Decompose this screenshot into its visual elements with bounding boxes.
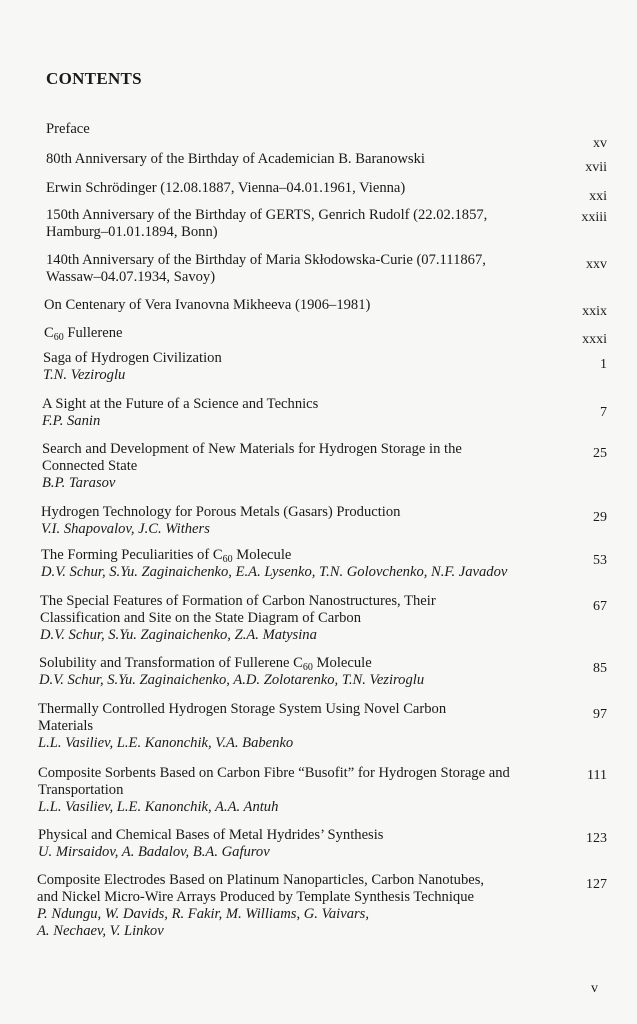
toc-title-line: Hamburg–01.01.1894, Bonn) [46,224,218,240]
toc-page-number: 53 [593,553,607,568]
page-folio: v [591,981,598,996]
toc-entry-title [43,350,222,384]
toc-entry-authors: P. Ndungu, W. Davids, R. Fakir, M. Williams, G. Vaivars, [37,906,370,922]
toc-page-number: xvii [585,160,607,175]
toc-entry-authors: D.V. Schur, S.Yu. Zaginaichenko, Z.A. Matysina [40,627,317,643]
toc-entry-title [38,701,446,752]
toc-entry-title [40,593,436,644]
toc-title-line: Materials [38,718,94,734]
toc-title-line: Composite Sorbents Based on Carbon Fibre “Busofit” for Hydrogen Storage and [38,765,510,781]
toc-title-line: Erwin Schrödinger (12.08.1887, Vienna–04.01.1961, Vienna) [46,180,406,196]
toc-page-number: 7 [600,405,607,420]
toc-title-line: 150th Anniversary of the Birthday of GERTS, Genrich Rudolf (22.02.1857, [46,207,488,223]
toc-title-line: Saga of Hydrogen Civilization [43,350,222,366]
toc-page-number: xxv [586,257,607,272]
toc-title-line: Solubility and Transformation of Fullerene $C_{60}$ Molecule [39,655,372,673]
toc-page-number: 111 [587,768,607,783]
toc-title-line: Preface [46,121,90,137]
toc-entry-authors: T.N. Veziroglu [43,367,126,383]
toc-entry-title [38,765,510,816]
toc-entry-title [38,827,383,861]
toc-title-line: Connected State [42,458,138,474]
toc-title-line: 80th Anniversary of the Birthday of Academician B. Baranowski [46,151,425,167]
toc-entry-authors: V.I. Shapovalov, J.C. Withers [41,521,210,537]
toc-page-number: 67 [593,599,607,614]
toc-page-number: xv [593,136,607,151]
toc-title-line: Search and Development of New Materials for Hydrogen Storage in the [42,441,462,457]
toc-page-number: xxi [589,189,607,204]
toc-entry-title [42,396,318,430]
toc-page-number: 97 [593,707,607,722]
toc-title-line: Composite Electrodes Based on Platinum Nanoparticles, Carbon Nanotubes, [37,872,485,888]
toc-page-number: xxxi [582,332,607,347]
toc-entry-authors: D.V. Schur, S.Yu. Zaginaichenko, A.D. Zolotarenko, T.N. Veziroglu [39,672,425,688]
toc-entry-title [37,872,484,940]
toc-page-number: xxix [582,304,607,319]
toc-entry-authors: U. Mirsaidov, A. Badalov, B.A. Gafurov [38,844,270,860]
toc-title-line: Wassaw–04.07.1934, Savoy) [46,269,216,285]
toc-title-line: The Forming Peculiarities of $C_{60}$ Molecule [41,547,292,565]
toc-title-line: Classification and Site on the State Diagram of Carbon [40,610,361,626]
toc-entry-title [44,325,123,342]
toc-title-line: 140th Anniversary of the Birthday of Maria Skłodowska-Curie (07.111867, [46,252,486,268]
toc-page-number: xxiii [581,210,607,225]
toc-title-line: Hydrogen Technology for Porous Metals (Gasars) Production [41,504,401,520]
toc-entry-title [41,547,507,581]
toc-page-number: 123 [586,831,607,846]
toc-page-number: 127 [586,877,607,892]
toc-title-line: A Sight at the Future of a Science and Technics [42,396,319,412]
toc-entry-title [46,121,90,138]
toc-entry-title [46,180,405,197]
toc-title-line: $C_{60}$ Fullerene [44,325,123,343]
toc-entry-title [41,504,400,538]
toc-entry-title [42,441,462,492]
toc-title-line: Transportation [38,782,124,798]
toc-entry-authors: B.P. Tarasov [42,475,116,491]
toc-title-line: The Special Features of Formation of Carbon Nanostructures, Their [40,593,436,609]
toc-entry-authors: F.P. Sanin [42,413,101,429]
toc-entry-title [46,252,486,286]
toc-entry-authors: D.V. Schur, S.Yu. Zaginaichenko, E.A. Lysenko, T.N. Golovchenko, N.F. Javadov [41,564,508,580]
toc-entry-title [44,297,370,314]
toc-entry-title [46,207,487,241]
toc-page-number: 25 [593,446,607,461]
toc-page-number: 29 [593,510,607,525]
toc-title-line: On Centenary of Vera Ivanovna Mikheeva (1906–1981) [44,297,371,313]
toc-entry-title [46,151,425,168]
toc-title-line: Thermally Controlled Hydrogen Storage System Using Novel Carbon [38,701,447,717]
toc-page-number: 85 [593,661,607,676]
toc-title-line: and Nickel Micro-Wire Arrays Produced by Template Synthesis Technique [37,889,474,905]
toc-entry-authors: A. Nechaev, V. Linkov [37,923,164,939]
toc-entry-authors: L.L. Vasiliev, L.E. Kanonchik, A.A. Antuh [38,799,279,815]
contents-heading: CONTENTS [46,69,142,88]
toc-entry-authors: L.L. Vasiliev, L.E. Kanonchik, V.A. Babenko [38,735,294,751]
toc-page-number: 1 [600,357,607,372]
toc-entry-title [39,655,424,689]
toc-title-line: Physical and Chemical Bases of Metal Hydrides’ Synthesis [38,827,384,843]
